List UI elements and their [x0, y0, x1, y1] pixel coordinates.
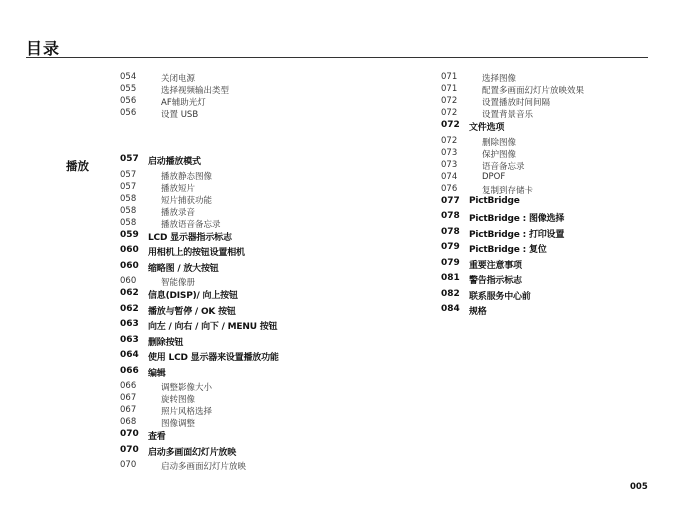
toc-entry-sub[interactable]: [120, 84, 410, 96]
toc-entry-sub[interactable]: [441, 96, 651, 108]
toc-page-number: 072: [441, 120, 460, 130]
toc-page-number: 082: [441, 288, 460, 299]
toc-page-number: 057: [120, 169, 137, 180]
toc-page-number: 060: [120, 260, 139, 271]
toc-entry-title: 启动多画面幻灯片放映: [148, 447, 237, 458]
toc-left-column: [120, 72, 410, 472]
toc-entry-sub[interactable]: [120, 381, 410, 393]
toc-entry-main[interactable]: [120, 288, 410, 304]
toc-entry-title: 向左 / 向右 / 向下 / MENU 按钮: [148, 322, 278, 332]
toc-entry-main[interactable]: [120, 230, 410, 246]
toc-page-number: 056: [120, 96, 137, 106]
toc-page-number: 079: [441, 257, 460, 268]
toc-entry-sub[interactable]: [120, 218, 410, 230]
toc-entry-title: 设置背景音乐: [482, 110, 534, 120]
toc-page-number: 064: [120, 350, 139, 360]
toc-entry-title: 语音备忘录: [482, 161, 525, 172]
toc-page-number: 057: [120, 154, 139, 164]
toc-page-number: 076: [441, 183, 458, 194]
toc-page-number: 070: [120, 429, 139, 439]
toc-entry-title: 文件选项: [469, 123, 505, 133]
toc-entry-sub[interactable]: [120, 182, 410, 194]
toc-entry-title: 复制到存储卡: [482, 185, 534, 196]
toc-page-number: 062: [120, 303, 139, 314]
toc-page-number: 058: [120, 217, 137, 228]
toc-entry-sub[interactable]: [120, 405, 410, 417]
toc-entry-sub[interactable]: [120, 276, 410, 288]
toc-entry-title: PictBridge : 图像选择: [469, 214, 565, 224]
toc-page-number: 070: [120, 460, 137, 470]
toc-entry-sub[interactable]: [120, 460, 410, 472]
toc-entry-title: 保护图像: [482, 149, 517, 160]
toc-entry-main[interactable]: [120, 335, 410, 351]
toc-entry-title: AF辅助光灯: [161, 98, 206, 108]
toc-page-number: 067: [120, 393, 137, 403]
toc-entry-title: 编辑: [148, 368, 166, 379]
toc-entry-title: 缩略图 / 放大按钮: [148, 263, 219, 274]
toc-page-number: 067: [120, 405, 137, 415]
toc-entry-main[interactable]: [441, 227, 651, 243]
toc-page-number: 079: [441, 242, 460, 252]
section-label-playback: 播放: [66, 159, 89, 173]
toc-page-number: 058: [120, 193, 137, 204]
toc-page-number: 078: [441, 211, 460, 221]
toc-page-number: 059: [120, 229, 139, 240]
toc-right-column: [441, 72, 651, 320]
toc-entry-title: 旋转图像: [161, 395, 196, 405]
toc-entry-title: 播放与暂停 / OK 按钮: [148, 306, 236, 317]
toc-page-number: 071: [441, 84, 458, 94]
toc-entry-main[interactable]: [441, 120, 651, 136]
toc-entry-sub[interactable]: [441, 84, 651, 96]
toc-entry-title: 播放短片: [161, 183, 196, 194]
title-divider: [26, 57, 648, 58]
toc-entry-title: LCD 显示器指示标志: [148, 232, 232, 243]
toc-page-number: 060: [120, 245, 139, 255]
toc-page-number: 068: [120, 417, 137, 427]
toc-page-number: 078: [441, 226, 460, 237]
toc-page-number: 073: [441, 147, 458, 158]
toc-entry-title: 播放静态图像: [161, 171, 213, 182]
toc-entry-title: 联系服务中心前: [469, 291, 531, 302]
toc-entry-title: 设置 USB: [161, 110, 199, 120]
toc-entry-sub[interactable]: [441, 108, 651, 120]
toc-entry-main[interactable]: [120, 261, 410, 277]
toc-entry-title: 配置多画面幻灯片放映效果: [482, 86, 585, 96]
toc-entry-title: 短片捕获功能: [161, 195, 213, 206]
toc-entry-title: DPOF: [482, 171, 506, 182]
toc-entry-title: PictBridge : 打印设置: [469, 229, 565, 240]
toc-entry-title: 启动播放模式: [148, 157, 201, 167]
toc-page-number: 073: [441, 159, 458, 170]
toc-entry-title: 关闭电源: [161, 74, 196, 84]
toc-page-number: 063: [120, 319, 139, 329]
toc-page-number: 084: [441, 304, 460, 314]
toc-entry-title: 智能像册: [161, 278, 196, 288]
toc-page-number: 072: [441, 135, 458, 146]
toc-entry-main[interactable]: [120, 350, 410, 366]
toc-page-number: 055: [120, 84, 137, 94]
toc-entry-title: 用相机上的按钮设置相机: [148, 248, 245, 258]
toc-page-number: 074: [441, 171, 458, 182]
toc-page-number: 063: [120, 334, 139, 345]
toc-entry-main[interactable]: [441, 289, 651, 305]
toc-entry-title: 选择视频输出类型: [161, 86, 230, 96]
toc-entry-title: 播放语音备忘录: [161, 219, 221, 230]
toc-entry-sub[interactable]: [120, 194, 410, 206]
toc-entry-title: 照片风格选择: [161, 407, 213, 417]
toc-entry-sub[interactable]: [120, 393, 410, 405]
toc-entry-main[interactable]: [120, 245, 410, 261]
toc-entry-main[interactable]: [120, 429, 410, 445]
toc-entry-sub[interactable]: [441, 136, 651, 148]
toc-entry-sub[interactable]: [120, 417, 410, 429]
toc-entry-sub[interactable]: [120, 108, 410, 120]
page-number: 005: [630, 482, 648, 492]
toc-entry-sub[interactable]: [120, 72, 410, 84]
toc-entry-sub[interactable]: [120, 170, 410, 182]
toc-page-number: 056: [120, 108, 137, 118]
toc-entry-main[interactable]: [120, 319, 410, 335]
toc-page-number: 072: [441, 96, 458, 106]
toc-page-number: 054: [120, 72, 137, 82]
toc-page-number: 071: [441, 72, 458, 82]
toc-entry-title: 启动多画面幻灯片放映: [161, 462, 247, 472]
toc-entry-title: 信息(DISP)/ 向上按钮: [148, 291, 238, 301]
toc-page-number: 060: [120, 276, 137, 286]
toc-entry-title: 删除图像: [482, 137, 517, 148]
toc-entry-title: PictBridge : 复位: [469, 245, 547, 255]
toc-page-number: 057: [120, 181, 137, 192]
toc-page-number: 070: [120, 444, 139, 455]
toc-page-number: 062: [120, 288, 139, 298]
toc-entry-title: 播放录音: [161, 207, 196, 218]
toc-entry-main[interactable]: [120, 154, 410, 170]
toc-gap: [120, 120, 410, 154]
toc-entry-title: PictBridge: [469, 195, 520, 206]
page-title: 目录: [26, 39, 61, 58]
toc-entry-main[interactable]: [120, 366, 410, 382]
toc-entry-main[interactable]: [441, 273, 651, 289]
toc-page-number: 066: [120, 365, 139, 376]
toc-entry-sub[interactable]: [441, 184, 651, 196]
toc-entry-title: 重要注意事项: [469, 260, 522, 271]
toc-entry-sub[interactable]: [120, 96, 410, 108]
toc-entry-sub[interactable]: [120, 206, 410, 218]
toc-entry-main[interactable]: [441, 258, 651, 274]
toc-entry-title: 图像调整: [161, 419, 196, 429]
toc-entry-title: 设置播放时间间隔: [482, 98, 551, 108]
toc-entry-main[interactable]: [441, 196, 651, 212]
toc-entry-sub[interactable]: [441, 72, 651, 84]
toc-entry-title: 选择图像: [482, 74, 517, 84]
toc-entry-title: 调整影像大小: [161, 383, 213, 393]
toc-page-number: 081: [441, 273, 460, 283]
toc-entry-main[interactable]: [120, 304, 410, 320]
toc-entry-sub[interactable]: [441, 160, 651, 172]
toc-entry-title: 删除按钮: [148, 337, 184, 348]
toc-page-number: 066: [120, 381, 137, 391]
toc-entry-main[interactable]: [441, 242, 651, 258]
toc-page-number: 072: [441, 108, 458, 118]
toc-entry-main[interactable]: [441, 211, 651, 227]
toc-entry-title: 使用 LCD 显示器来设置播放功能: [148, 353, 279, 363]
toc-entry-sub[interactable]: [441, 172, 651, 184]
toc-entry-title: 规格: [469, 307, 487, 317]
toc-entry-main[interactable]: [441, 304, 651, 320]
toc-page-number: 077: [441, 195, 460, 206]
toc-entry-main[interactable]: [120, 445, 410, 461]
toc-entry-title: 查看: [148, 432, 166, 442]
toc-entry-sub[interactable]: [441, 148, 651, 160]
toc-entry-title: 警告指示标志: [469, 276, 522, 286]
toc-page-number: 058: [120, 205, 137, 216]
